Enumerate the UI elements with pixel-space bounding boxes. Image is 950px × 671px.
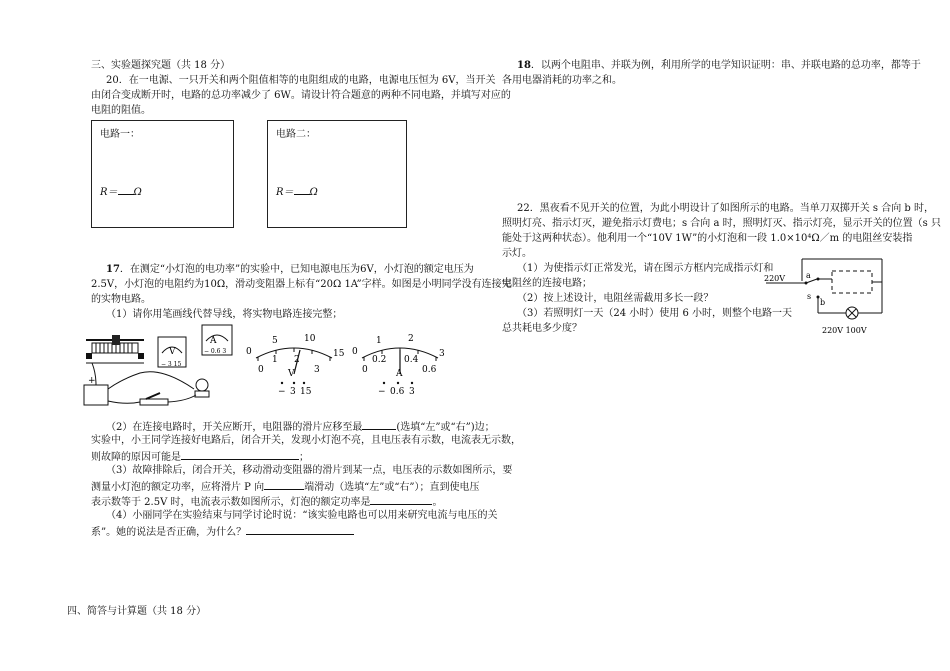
answer-blank[interactable]: [362, 418, 396, 430]
indicator-dashed-box: [832, 271, 872, 293]
q17-sub2-line1: （2）在连接电路时，开关应断开，电阻器的滑片应移至最 (选填“左”或“右”)边；: [106, 418, 495, 436]
a-bottom-tick-04: 0.4: [404, 355, 419, 365]
a-top-left: 0: [352, 347, 358, 357]
r-label: R＝: [100, 187, 118, 198]
answer-blank[interactable]: [246, 523, 354, 535]
q22-sub1-line2: 电阻丝的连接电路；: [502, 278, 592, 289]
v-unit: V: [288, 369, 295, 379]
circuit-box-1-r: [100, 183, 142, 201]
pin-b: b: [820, 298, 826, 307]
q22-circuit-diagram: [762, 253, 892, 343]
ammeter-device: [202, 325, 232, 355]
apparatus-figure: [82, 323, 237, 411]
a-term-06: 0.6: [390, 387, 405, 397]
q22-line3: 能处于这两种状态）。他利用一个“10V 1W”的小灯泡和一段 1.0×10⁴Ω／m 的电阻丝安装指: [502, 233, 913, 244]
v-top-tick-5: 5: [272, 336, 278, 346]
q22-line1: 22．黑夜看不见开关的位置，为此小明设计了如图所示的电路。当单刀双掷开关 s 合向 b 时，: [517, 203, 934, 214]
rheostat: [86, 335, 144, 363]
q17-sub4-line2: 系”。她的说法是否正确，为什么？: [91, 523, 354, 541]
a-term-neg: −: [378, 387, 386, 397]
a-top-tick-3: 3: [439, 349, 445, 359]
circuit-box-2-label: 电路二：: [276, 129, 316, 140]
q20-line2: 由闭合变成断开时，电路的总功率减少了 6W。请设计符合题意的两种不同电路，并填写对应的: [91, 90, 511, 101]
q17-sub2-line3: 则故障的原因可能是 ；: [91, 448, 309, 466]
svg-text:− 0.6 3: − 0.6 3: [204, 348, 227, 355]
a-bottom-left: 0: [362, 365, 368, 375]
v-term-15: 15: [300, 387, 312, 397]
section3-heading: 三、实验题探究题（共 18 分）: [91, 60, 231, 71]
section4-heading: 四、简答与计算题（共 18 分）: [67, 606, 207, 617]
v-top-tick-10: 10: [304, 334, 316, 344]
v-bottom-tick-3: 3: [314, 365, 320, 375]
r-unit: Ω: [309, 187, 318, 198]
q22-sub3-line2: 总共耗电多少度？: [502, 323, 582, 334]
q17-sub3-line3: 表示数等于 2.5V 时，电流表示数如图所示，灯泡的额定功率是 。: [91, 493, 442, 511]
a-bottom-right: 0.6: [422, 365, 437, 375]
circuit-box-2-r: [276, 183, 318, 201]
svg-text:V: V: [169, 347, 176, 357]
ammeter-dial: [350, 332, 450, 400]
q18-line2: 各用电器消耗的功率之和。: [502, 75, 622, 86]
voltmeter-device: [158, 337, 186, 368]
v-top-left: 0: [246, 347, 252, 357]
lamp-rating: 220V 100V: [822, 326, 867, 335]
bulb: [195, 379, 209, 397]
r-unit: Ω: [133, 187, 142, 198]
q17-sub1: （1）请你用笔画线代替导线，将实物电路连接完整；: [106, 309, 343, 320]
q20-line1: 20．在一电源、一只开关和两个阻值相等的电阻组成的电路，电源电压恒为 6V，当开关: [106, 75, 496, 86]
source-label: 220V: [764, 274, 786, 283]
v-bottom-tick-2: 2: [294, 355, 300, 365]
q17-line2: 2.5V，小灯泡的电阻约为10Ω，滑动变阻器上标有“20Ω 1A”字样。如图是小明同学没有连接完: [91, 279, 512, 290]
a-bottom-tick-02: 0.2: [372, 355, 387, 365]
q22-sub1-line1: （1）为使指示灯正常发光，请在图示方框内完成指示灯和: [517, 263, 774, 274]
r-label: R＝: [276, 187, 294, 198]
v-bottom-left: 0: [258, 365, 264, 375]
q22-sub3-line1: （3）若照明灯一天（24 小时）使用 6 小时，则整个电路一天: [517, 308, 792, 319]
svg-text:+: +: [88, 376, 96, 386]
q18-line1: 18．以两个电阻串、并联为例，利用所学的电学知识证明：串、并联电路的总功率，都等于: [517, 60, 921, 71]
q17-line3: 的实物电路。: [91, 294, 151, 305]
svg-text:A: A: [210, 336, 217, 346]
q17-sub2-line2: 实验中，小王同学连接好电路后，闭合开关，发现小灯泡不亮，且电压表有示数，电流表无示数，: [91, 435, 521, 446]
q18-number: 18: [517, 60, 531, 71]
q20-line3: 电阻的阻值。: [91, 105, 151, 116]
pin-s: s: [807, 292, 812, 301]
v-term-3: 3: [290, 387, 296, 397]
pin-a: a: [806, 271, 811, 280]
q17-number: 17: [106, 264, 120, 275]
a-top-tick-1: 1: [376, 336, 382, 346]
answer-blank[interactable]: [370, 493, 432, 505]
q17-sub3-line1: （3）故障排除后，闭合开关，移动滑动变阻器的滑片到某一点，电压表的示数如图所示，要: [106, 465, 513, 476]
a-top-tick-2: 2: [408, 334, 414, 344]
circuit-box-2: [267, 120, 407, 228]
v-bottom-tick-1: 1: [272, 355, 278, 365]
v-top-right: 15: [333, 349, 344, 359]
answer-blank[interactable]: [181, 448, 299, 460]
circuit-box-1: [91, 120, 234, 228]
q22-line2: 照明灯亮、指示灯灭，避免指示灯费电；s 合向 a 时，照明灯灭、指示灯亮，显示开关的位置（s 只: [502, 218, 941, 229]
a-term-3: 3: [409, 387, 415, 397]
voltmeter-dial: [244, 332, 344, 400]
circuit-box-1-label: 电路一：: [100, 129, 140, 140]
v-term-neg: −: [278, 387, 286, 397]
r-blank: [294, 183, 310, 195]
q17-sub3-line2: 测量小灯泡的额定功率，应将滑片 P 向 端滑动（选填“左”或“右”）；直到使电压: [91, 478, 480, 496]
q17-sub4-line1: （4）小丽同学在实验结束与同学讨论时说：“该实验电路也可以用来研究电流与电压的关: [106, 510, 498, 521]
switch: [140, 393, 168, 405]
a-unit: A: [396, 369, 403, 379]
svg-text:− 3 15: − 3 15: [161, 361, 182, 368]
q22-line4: 示灯。: [502, 248, 532, 259]
r-blank: [118, 183, 134, 195]
answer-blank[interactable]: [264, 478, 304, 490]
q17-line1: 17．在测定“小灯泡的电功率”的实验中，已知电源电压为6V，小灯泡的额定电压为: [106, 264, 474, 275]
q22-sub2: （2）按上述设计，电阻丝需截用多长一段？: [517, 293, 714, 304]
